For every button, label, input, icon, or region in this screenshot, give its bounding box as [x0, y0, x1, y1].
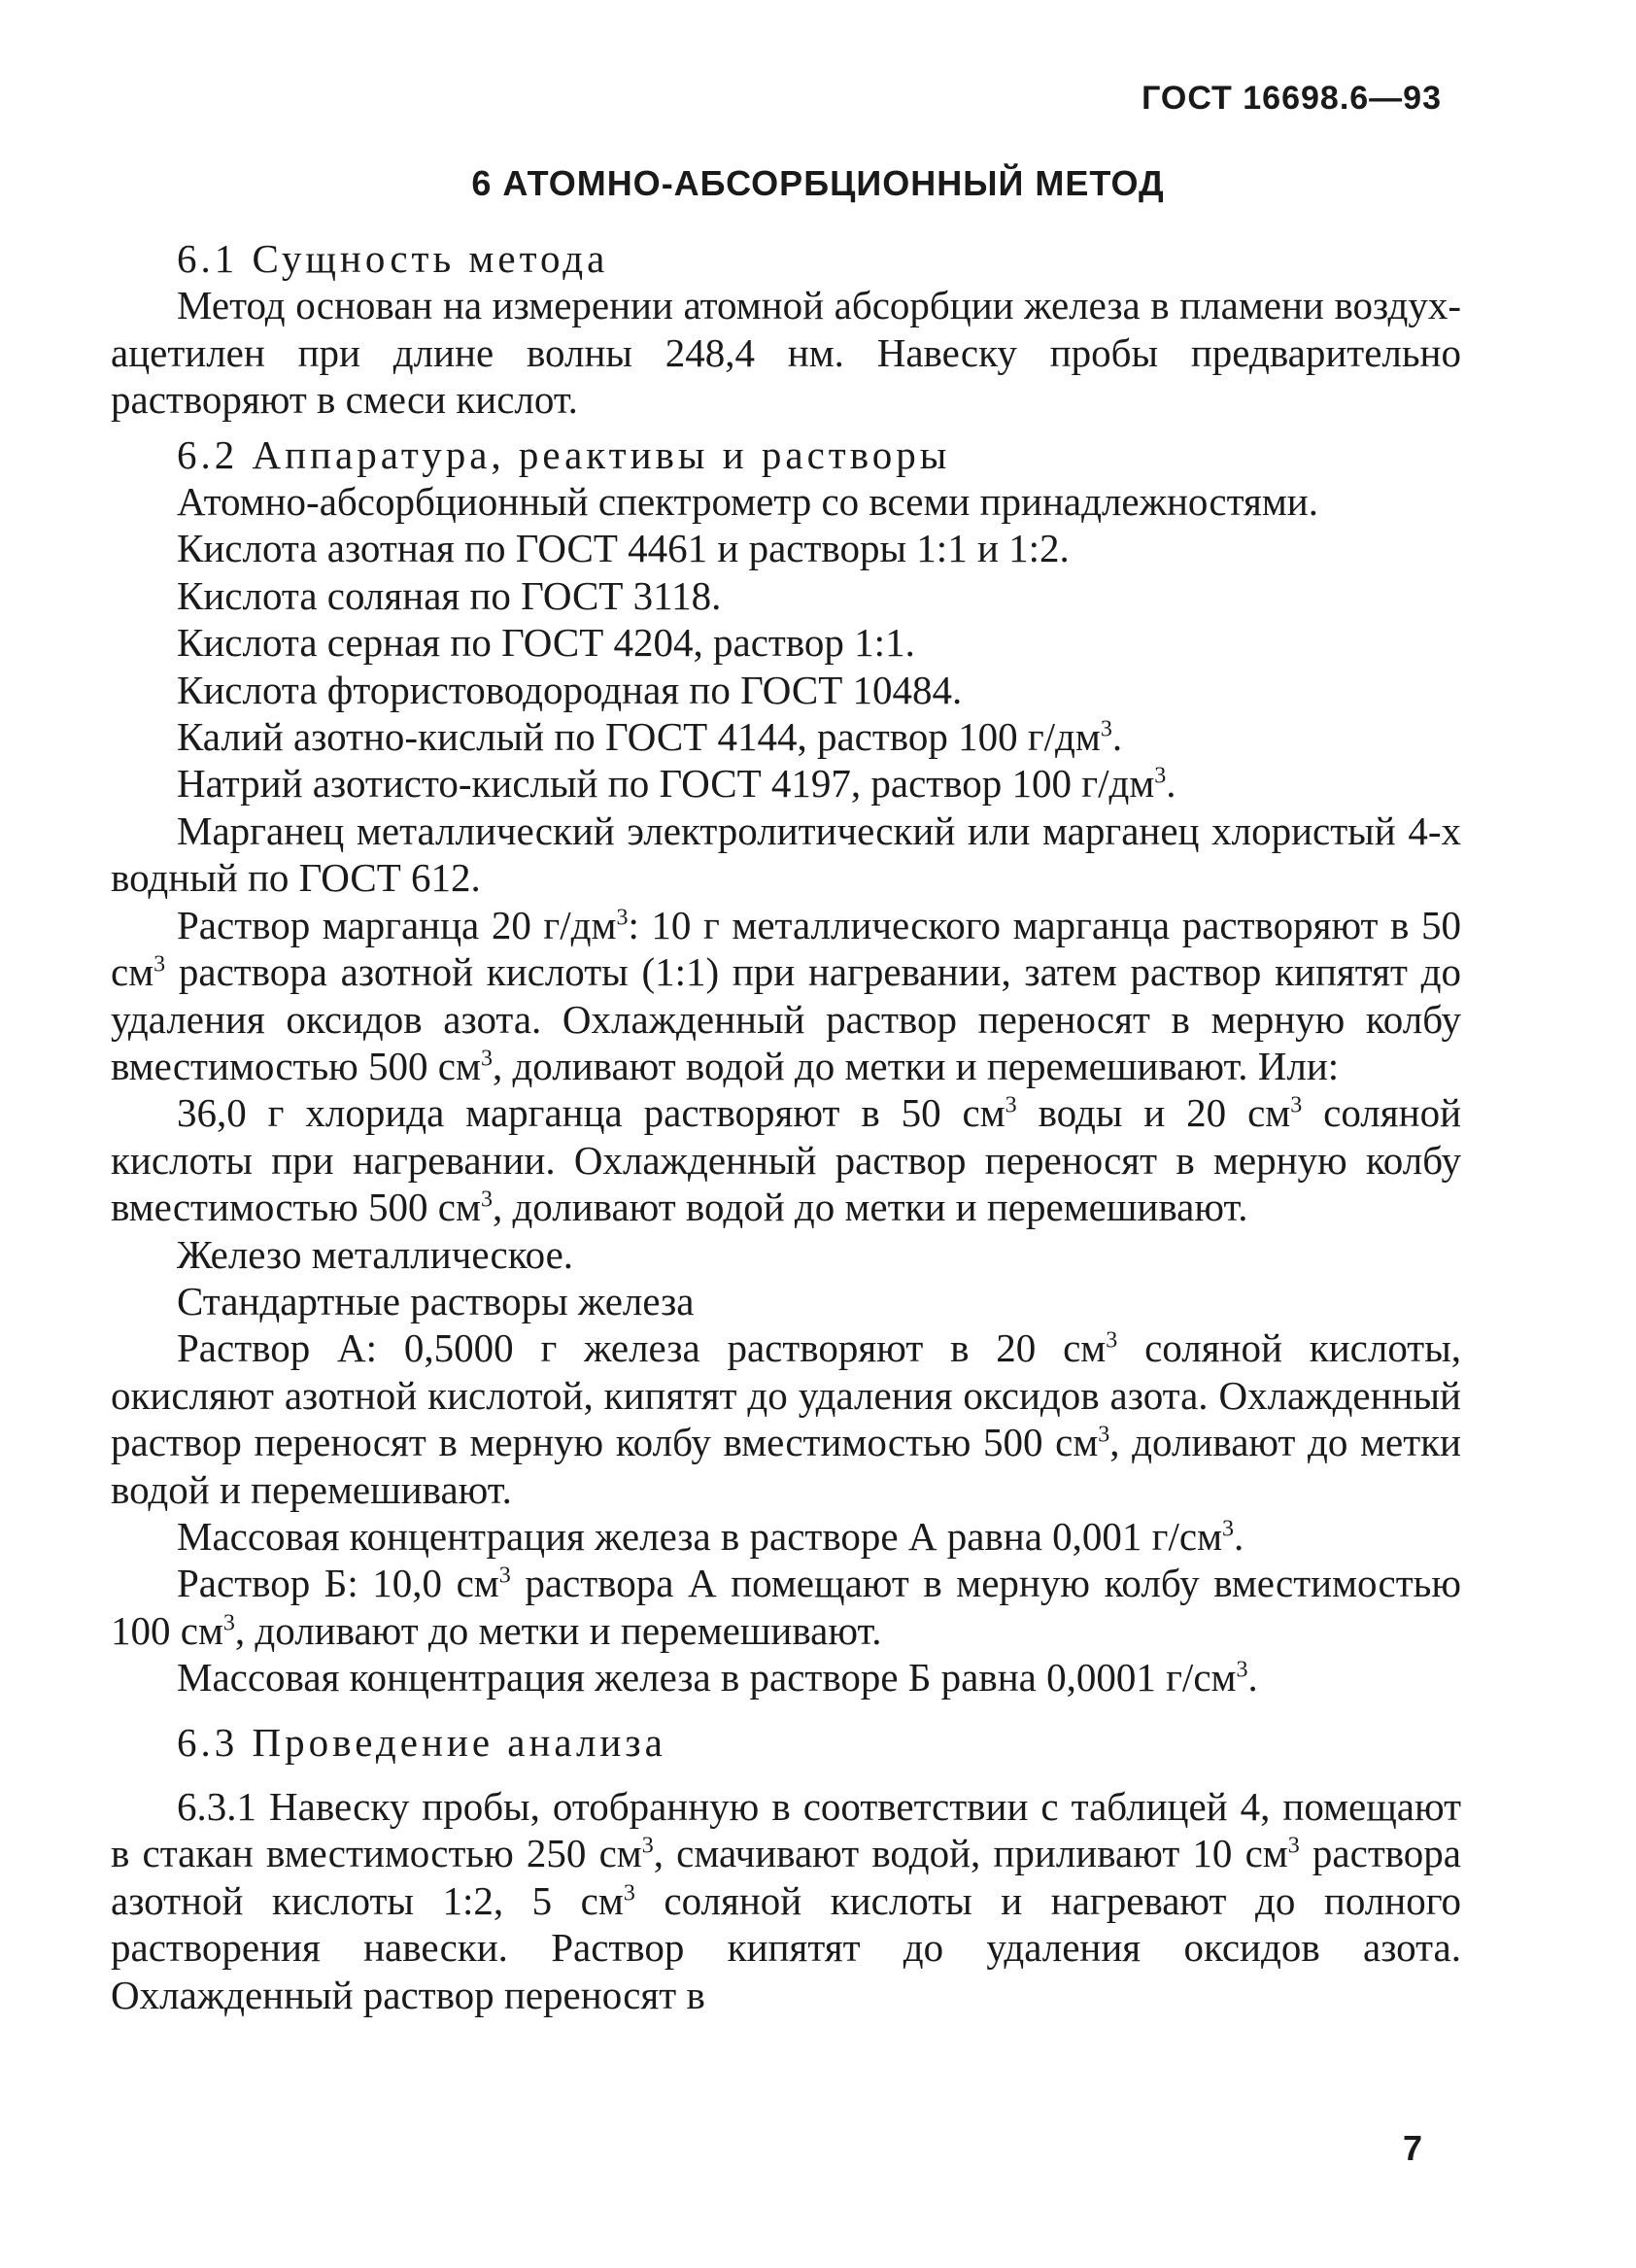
page-number: 7: [1402, 2128, 1422, 2168]
subsection-heading-6-1: 6.1 Сущность метода: [177, 236, 609, 281]
paragraph-concentration-b: Массовая концентрация железа в растворе Б равна 0,0001 $г/см^3$.: [177, 1655, 1258, 1701]
section-title: 6 АТОМНО-АБСОРБЦИОННЫЙ МЕТОД: [471, 163, 1165, 203]
paragraph-nitric-acid: Кислота азотная по ГОСТ 4461 и растворы 1:1 и 1:2.: [177, 526, 1070, 571]
paragraph-manganese-metal: Марганец металлический электролитический или марганец хлористый 4-х водный по ГОСТ 612.: [111, 808, 1461, 901]
paragraph-manganese-solution: Раствор марганца 20 $г/дм^3$: 10 г металлического марганца растворяют в 50 $см^3$ раствора азотной кислоты (1:1) при нагревании, затем раствор кипятят до удаления оксидов азота. Охлажденный раствор переносят в мерную колбу вместимостью 500 $см^3$, доливают водой до метки и перемешивают. Или:: [111, 902, 1461, 1088]
paragraph-hydrofluoric-acid: Кислота фтористоводородная по ГОСТ 10484.: [177, 667, 963, 712]
paragraph-iron-metal: Железо металлическое.: [177, 1231, 574, 1277]
paragraph-sodium-nitrite: Натрий азотисто-кислый по ГОСТ 4197, раствор 100 $г/дм^3$.: [177, 761, 1176, 807]
document-code-header: ГОСТ 16698.6—93: [1142, 80, 1442, 117]
document-body: [111, 235, 1461, 2018]
subsection-heading-6-2: 6.2 Аппаратура, реактивы и растворы: [177, 431, 951, 477]
paragraph-solution-a: Раствор А: 0,5000 г железа растворяют в 20 $см^3$ соляной кислоты, окисляют азотной кислотой, кипятят до удаления оксидов азота. Охлажденный раствор переносят в мерную колбу вместимостью 500 $см^3$, доливают до метки водой и перемешивают.: [111, 1325, 1461, 1512]
paragraph-manganese-chloride: 36,0 г хлорида марганца растворяют в 50 $см^3$ воды и 20 $см^3$ соляной кислоты при нагревании. Охлажденный раствор переносят в мерную колбу вместимостью 500 $см^3$, доливают водой до метки и перемешивают.: [111, 1090, 1462, 1230]
paragraph-hydrochloric-acid: Кислота соляная по ГОСТ 3118.: [177, 572, 722, 618]
subsection-heading-6-3: 6.3 Проведение анализа: [177, 1719, 666, 1765]
paragraph-standard-solutions: Стандартные растворы железа: [177, 1278, 695, 1323]
paragraph-6-3-1: 6.3.1 Навеску пробы, отобранную в соответствии с таблицей 4, помещают в стакан вместимостью 250 $см^3$, смачивают водой, приливают 10 $см^3$ раствора азотной кислоты 1:2, 5 $см^3$ соляной кислоты и нагревают до полного растворения навески. Раствор кипятят до удаления оксидов азота. Охлажденный раствор переносят в: [111, 1784, 1462, 2017]
paragraph-sulfuric-acid: Кислота серная по ГОСТ 4204, раствор 1:1.: [177, 620, 915, 666]
paragraph-spectrometer: Атомно-абсорбционный спектрометр со всеми принадлежностями.: [177, 479, 1318, 525]
paragraph-method-essence: Метод основан на измерении атомной абсорбции железа в пламени воздух-ацетилен при длине волны 248,4 нм. Навеску пробы предварительно растворяют в смеси кислот.: [111, 283, 1461, 423]
paragraph-solution-b: Раствор Б: 10,0 $см^3$ раствора А помещают в мерную колбу вместимостью 100 $см^3$, доливают до метки и перемешивают.: [111, 1561, 1461, 1653]
paragraph-concentration-a: Массовая концентрация железа в растворе А равна 0,001 $г/см^3$.: [177, 1513, 1244, 1559]
paragraph-potassium-nitrate: Калий азотно-кислый по ГОСТ 4144, раствор 100 $г/дм^3$.: [177, 714, 1123, 760]
